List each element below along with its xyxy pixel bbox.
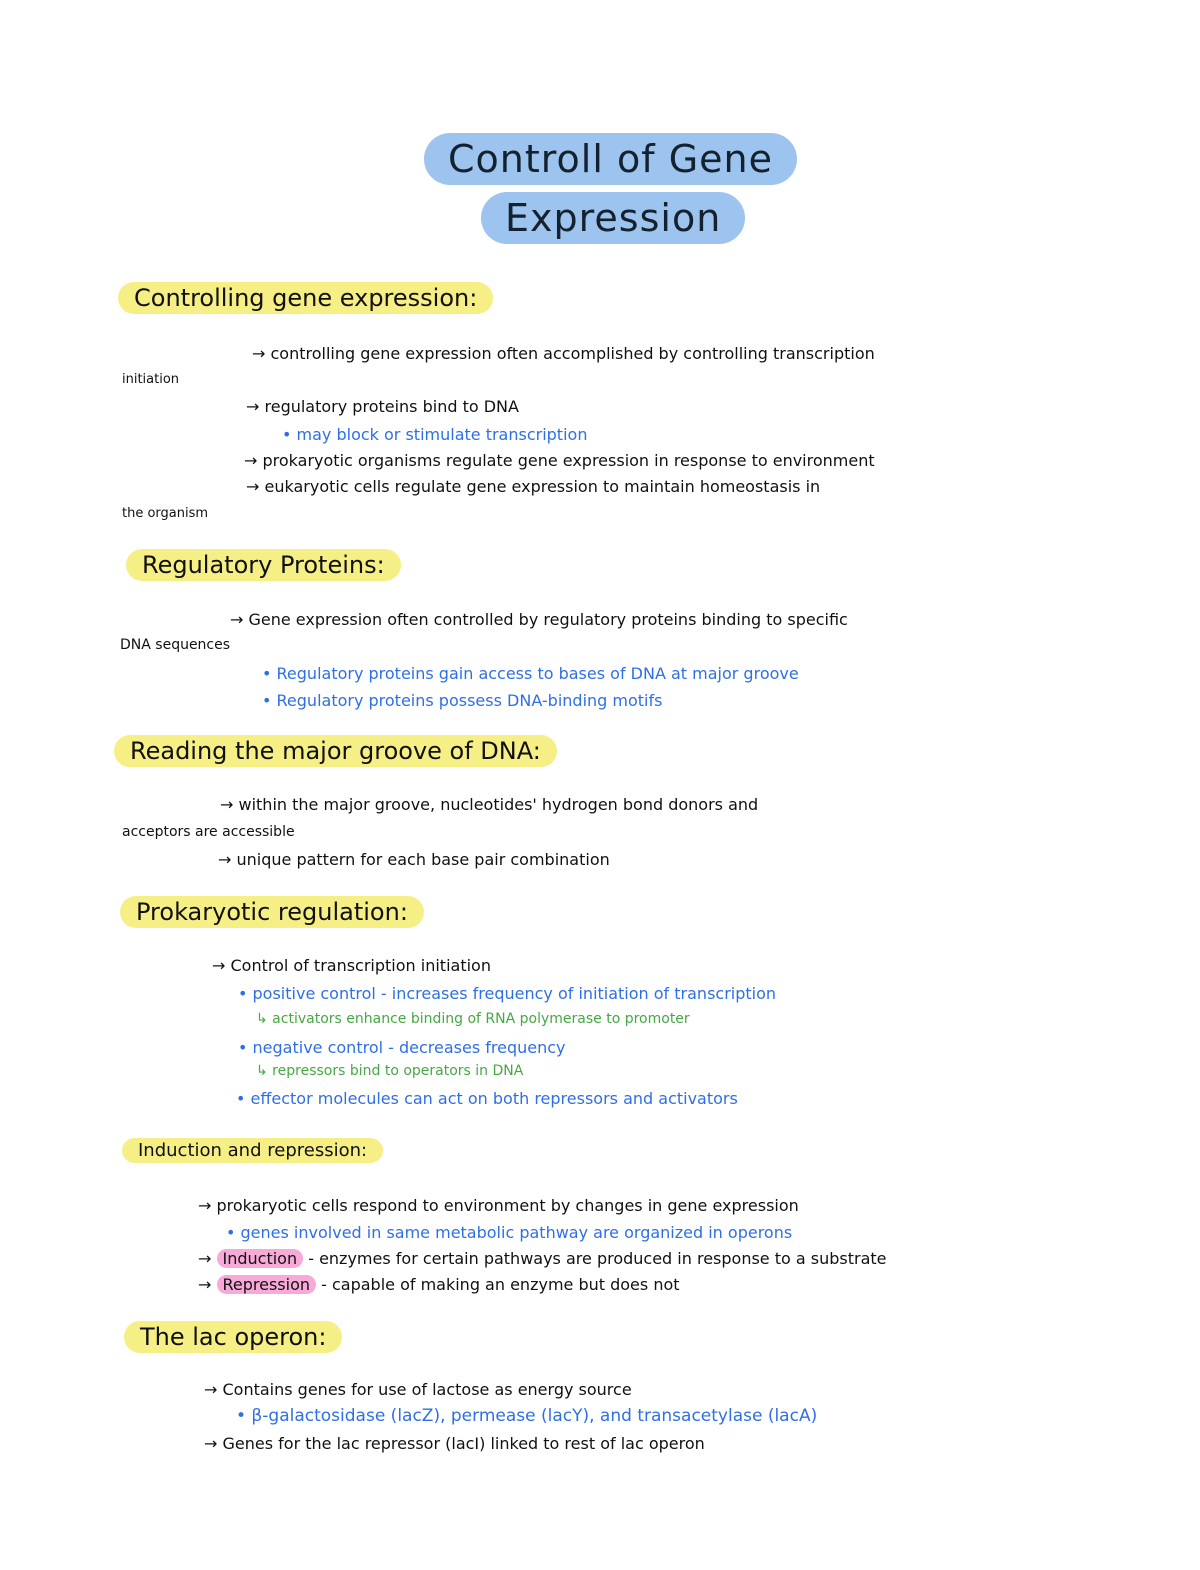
section-heading: Induction and repression: xyxy=(122,1138,383,1163)
note-line: DNA sequences xyxy=(120,637,231,653)
note-line: • Regulatory proteins gain access to bases of DNA at major groove xyxy=(262,664,799,683)
note-line xyxy=(198,1249,887,1268)
note-line: → Contains genes for use of lactose as energy source xyxy=(204,1380,632,1399)
note-line: → unique pattern for each base pair combination xyxy=(218,850,610,869)
title-line-1: Controll of Gene xyxy=(424,133,797,185)
arrow-icon: → xyxy=(198,1275,212,1294)
note-line: ↳ repressors bind to operators in DNA xyxy=(256,1063,524,1079)
induction-term: Induction xyxy=(217,1249,304,1268)
note-line: → regulatory proteins bind to DNA xyxy=(246,397,519,416)
note-line: → Genes for the lac repressor (lacI) linked to rest of lac operon xyxy=(204,1434,705,1453)
note-line: acceptors are accessible xyxy=(122,824,295,840)
title-line-2: Expression xyxy=(481,192,745,244)
note-line: → Control of transcription initiation xyxy=(212,956,491,975)
note-line: ↳ activators enhance binding of RNA polymerase to promoter xyxy=(256,1011,690,1027)
note-line: → controlling gene expression often accomplished by controlling transcription xyxy=(252,344,875,363)
note-line: • genes involved in same metabolic pathway are organized in operons xyxy=(226,1223,793,1242)
note-line: the organism xyxy=(122,506,209,521)
section-heading: Controlling gene expression: xyxy=(118,282,493,314)
note-line: • β-galactosidase (lacZ), permease (lacY), and transacetylase (lacA) xyxy=(236,1406,818,1426)
section-heading: Reading the major groove of DNA: xyxy=(114,735,557,767)
note-line: • effector molecules can act on both repressors and activators xyxy=(236,1089,738,1108)
note-line: • may block or stimulate transcription xyxy=(282,425,588,444)
induction-definition: - enzymes for certain pathways are produced in response to a substrate xyxy=(308,1249,887,1268)
note-line: • Regulatory proteins possess DNA-binding motifs xyxy=(262,691,663,710)
note-line: initiation xyxy=(122,372,180,387)
note-line: • positive control - increases frequency of initiation of transcription xyxy=(238,984,777,1003)
section-heading: Prokaryotic regulation: xyxy=(120,896,424,928)
repression-term: Repression xyxy=(217,1275,317,1294)
note-line: → prokaryotic organisms regulate gene expression in response to environment xyxy=(244,451,875,470)
note-line: → eukaryotic cells regulate gene expression to maintain homeostasis in xyxy=(246,477,821,496)
section-heading: Regulatory Proteins: xyxy=(126,549,401,581)
note-line: → prokaryotic cells respond to environment by changes in gene expression xyxy=(198,1196,799,1215)
note-line xyxy=(198,1275,680,1294)
note-line: → within the major groove, nucleotides' hydrogen bond donors and xyxy=(220,795,759,814)
note-line: → Gene expression often controlled by regulatory proteins binding to specific xyxy=(230,610,848,629)
section-heading: The lac operon: xyxy=(124,1321,342,1353)
repression-definition: - capable of making an enzyme but does not xyxy=(321,1275,680,1294)
arrow-icon: → xyxy=(198,1249,212,1268)
note-line: • negative control - decreases frequency xyxy=(238,1038,566,1057)
